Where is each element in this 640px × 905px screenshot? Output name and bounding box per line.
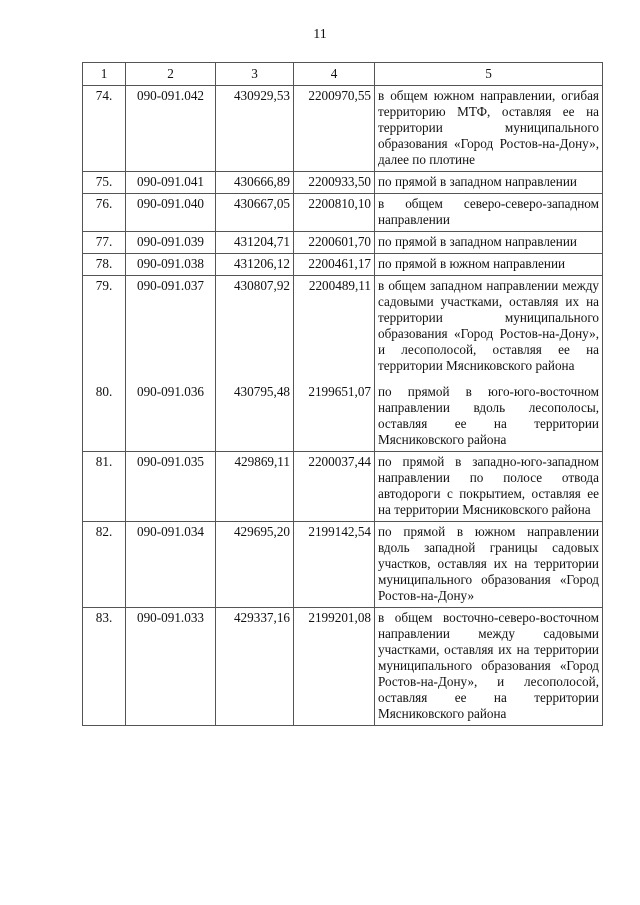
coordinate-y: 2199651,07 (294, 384, 375, 452)
coordinate-y: 2200970,55 (294, 86, 375, 172)
boundary-description: в общем южном направлении, огибая территорию МТФ, оставляя ее на территории муниципального образования «Город Ростов-на-Дону», далее по плотине (375, 86, 603, 172)
coordinate-x: 431206,12 (216, 254, 294, 276)
boundary-description: по прямой в южном направлении (375, 254, 603, 276)
coordinate-x: 430795,48 (216, 384, 294, 452)
boundary-description: в общем западном направлении между садовыми участками, оставляя их на территории муниципального образования «Город Ростов-на-Дону», и лесополосой, оставляя ее на территории Мясниковского района (375, 276, 603, 385)
column-header: 4 (294, 63, 375, 86)
table-row (83, 172, 603, 194)
point-code: 090-091.038 (126, 254, 216, 276)
point-code: 090-091.036 (126, 384, 216, 452)
point-code: 090-091.039 (126, 232, 216, 254)
page-number: 11 (313, 27, 327, 42)
coordinate-y: 2200489,11 (294, 276, 375, 385)
header-row (83, 63, 603, 86)
coordinate-y: 2200601,70 (294, 232, 375, 254)
coordinate-y: 2199142,54 (294, 522, 375, 608)
coordinate-y: 2199201,08 (294, 608, 375, 726)
point-code: 090-091.035 (126, 452, 216, 522)
coordinate-y: 2200810,10 (294, 194, 375, 232)
column-header: 1 (83, 63, 126, 86)
coordinate-y: 2200037,44 (294, 452, 375, 522)
coordinate-x: 431204,71 (216, 232, 294, 254)
table-row (83, 194, 603, 232)
column-header: 2 (126, 63, 216, 86)
table-row (83, 384, 603, 452)
boundary-description: в общем северо-северо-западном направлении (375, 194, 603, 232)
row-number: 75. (83, 172, 126, 194)
coordinate-x: 430666,89 (216, 172, 294, 194)
table-row (83, 232, 603, 254)
row-number: 81. (83, 452, 126, 522)
boundary-description: по прямой в западно-юго-западном направлении по полосе отвода автодороги с покрытием, оставляя ее на территории Мясниковского района (375, 452, 603, 522)
table-row (83, 452, 603, 522)
column-header: 3 (216, 63, 294, 86)
coordinate-x: 429337,16 (216, 608, 294, 726)
coordinate-x: 429869,11 (216, 452, 294, 522)
row-number: 83. (83, 608, 126, 726)
boundary-description: по прямой в западном направлении (375, 172, 603, 194)
table-row (83, 522, 603, 608)
coordinate-y: 2200933,50 (294, 172, 375, 194)
point-code: 090-091.037 (126, 276, 216, 385)
boundary-description: по прямой в западном направлении (375, 232, 603, 254)
boundary-description: по прямой в юго-юго-восточном направлении вдоль лесополосы, оставляя ее на территории Мясниковского района (375, 384, 603, 452)
point-code: 090-091.034 (126, 522, 216, 608)
table-row (83, 254, 603, 276)
boundary-description: в общем восточно-северо-восточном направлении между садовыми участками, оставляя их на территории муниципального образования «Город Ростов-на-Дону», и лесополосой, оставляя ее на территории Мясниковского района (375, 608, 603, 726)
coordinate-x: 430667,05 (216, 194, 294, 232)
point-code: 090-091.040 (126, 194, 216, 232)
row-number: 77. (83, 232, 126, 254)
table-row (83, 86, 603, 172)
row-number: 80. (83, 384, 126, 452)
row-number: 78. (83, 254, 126, 276)
point-code: 090-091.033 (126, 608, 216, 726)
table-row (83, 608, 603, 726)
row-number: 76. (83, 194, 126, 232)
boundary-table (82, 62, 603, 726)
row-number: 74. (83, 86, 126, 172)
point-code: 090-091.041 (126, 172, 216, 194)
table-row (83, 276, 603, 385)
coordinate-x: 430807,92 (216, 276, 294, 385)
row-number: 82. (83, 522, 126, 608)
row-number: 79. (83, 276, 126, 385)
coordinate-x: 429695,20 (216, 522, 294, 608)
point-code: 090-091.042 (126, 86, 216, 172)
coordinate-y: 2200461,17 (294, 254, 375, 276)
boundary-description: по прямой в южном направлении вдоль западной границы садовых участков, оставляя их на территории муниципального образования «Город Ростов-на-Дону» (375, 522, 603, 608)
column-header: 5 (375, 63, 603, 86)
coordinate-x: 430929,53 (216, 86, 294, 172)
